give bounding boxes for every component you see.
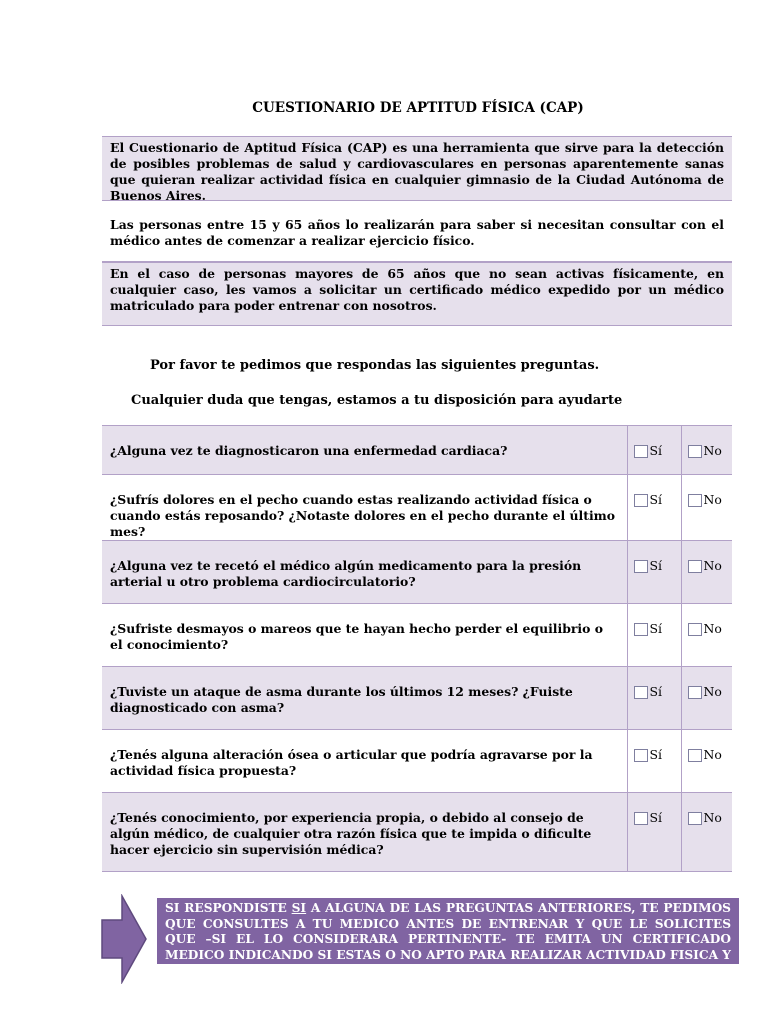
yes-label: Sí	[649, 558, 662, 573]
answer-no[interactable]	[681, 730, 732, 793]
answer-no[interactable]	[681, 604, 732, 667]
intro-paragraph-3: En el caso de personas mayores de 65 años que no sean activas físicamente, en cualquier caso, les vamos a solicitar un certificado médico expedido por un médico matriculado para poder entrenar con nosotros.	[102, 262, 732, 326]
notice-box	[157, 898, 739, 977]
yes-label: Sí	[649, 621, 662, 636]
checkbox-icon[interactable]	[634, 560, 648, 573]
yes-label: Sí	[649, 810, 662, 825]
answer-yes[interactable]	[627, 604, 681, 667]
question-row	[102, 604, 732, 667]
no-label: No	[703, 443, 722, 458]
intro-paragraph-2: Las personas entre 15 y 65 años lo realizarán para saber si necesitan consultar con el médico antes de comenzar a realizar ejercicio físico.	[102, 214, 732, 262]
checkbox-icon[interactable]	[688, 494, 702, 507]
yes-label: Sí	[649, 747, 662, 762]
yes-label: Sí	[649, 443, 662, 458]
question-text: ¿Tenés alguna alteración ósea o articular que podría agravarse por la actividad física propuesta?	[102, 730, 627, 793]
question-text: ¿Sufrís dolores en el pecho cuando estas realizando actividad física o cuando estás reposando? ¿Notaste dolores en el pecho durante el último mes?	[102, 475, 627, 541]
checkbox-icon[interactable]	[634, 812, 648, 825]
checkbox-icon[interactable]	[688, 686, 702, 699]
question-row	[102, 541, 732, 604]
checkbox-icon[interactable]	[634, 686, 648, 699]
question-text: ¿Tuviste un ataque de asma durante los últimos 12 meses? ¿Fuiste diagnosticado con asma?	[102, 667, 627, 730]
instruction-text: Por favor te pedimos que respondas las siguientes preguntas.	[150, 358, 600, 373]
no-label: No	[703, 684, 722, 699]
answer-yes[interactable]	[627, 541, 681, 604]
no-label: No	[703, 558, 722, 573]
question-row	[102, 793, 732, 872]
checkbox-icon[interactable]	[688, 623, 702, 636]
answer-yes[interactable]	[627, 793, 681, 872]
notice-text-before: SI RESPONDISTE	[165, 901, 292, 915]
notice-text-after: A ALGUNA DE LAS PREGUNTAS ANTERIORES, TE PEDIMOS QUE CONSULTES A TU MEDICO ANTES DE ENTRENAR Y QUE LE SOLICITES QUE –SI EL LO CONSIDERARA PERTINENTE- TE EMITA UN CERTIFICADO MEDICO INDICANDO SI ESTAS O NO APTO PARA REALIZAR ACTIVIDAD FISICA Y BAJO QUE CONDICIONES.	[165, 901, 731, 977]
question-text: ¿Sufriste desmayos o mareos que te hayan hecho perder el equilibrio o el conocimiento?	[102, 604, 627, 667]
question-row	[102, 475, 732, 541]
answer-no[interactable]	[681, 793, 732, 872]
checkbox-icon[interactable]	[634, 494, 648, 507]
answer-no[interactable]	[681, 667, 732, 730]
right-arrow-icon	[100, 894, 148, 984]
question-row	[102, 730, 732, 793]
question-text: ¿Alguna vez te recetó el médico algún medicamento para la presión arterial u otro problema cardiocirculatorio?	[102, 541, 627, 604]
answer-no[interactable]	[681, 541, 732, 604]
no-label: No	[703, 810, 722, 825]
checkbox-icon[interactable]	[634, 749, 648, 762]
checkbox-icon[interactable]	[634, 623, 648, 636]
question-row	[102, 426, 732, 475]
checkbox-icon[interactable]	[688, 749, 702, 762]
help-text: Cualquier duda que tengas, estamos a tu disposición para ayudarte	[131, 393, 623, 408]
intro-paragraph-1: El Cuestionario de Aptitud Física (CAP) es una herramienta que sirve para la detección de posibles problemas de salud y cardiovasculares en personas aparentemente sanas que quieran realizar actividad física en cualquier gimnasio de la Ciudad Autónoma de Buenos Aires.	[102, 136, 732, 201]
no-label: No	[703, 492, 722, 507]
questions-table	[102, 425, 732, 872]
no-label: No	[703, 747, 722, 762]
answer-no[interactable]	[681, 426, 732, 475]
yes-label: Sí	[649, 492, 662, 507]
no-label: No	[703, 621, 722, 636]
notice-emphasis: SI	[291, 901, 307, 915]
answer-yes[interactable]	[627, 426, 681, 475]
checkbox-icon[interactable]	[634, 445, 648, 458]
answer-no[interactable]	[681, 475, 732, 541]
answer-yes[interactable]	[627, 667, 681, 730]
checkbox-icon[interactable]	[688, 445, 702, 458]
question-text: ¿Tenés conocimiento, por experiencia propia, o debido al consejo de algún médico, de cualquier otra razón física que te impida o dificulte hacer ejercicio sin supervisión médica?	[102, 793, 627, 872]
page-title: CUESTIONARIO DE APTITUD FÍSICA (CAP)	[252, 100, 584, 116]
checkbox-icon[interactable]	[688, 560, 702, 573]
yes-label: Sí	[649, 684, 662, 699]
question-text: ¿Alguna vez te diagnosticaron una enfermedad cardiaca?	[102, 426, 627, 475]
checkbox-icon[interactable]	[688, 812, 702, 825]
question-row	[102, 667, 732, 730]
answer-yes[interactable]	[627, 475, 681, 541]
answer-yes[interactable]	[627, 730, 681, 793]
